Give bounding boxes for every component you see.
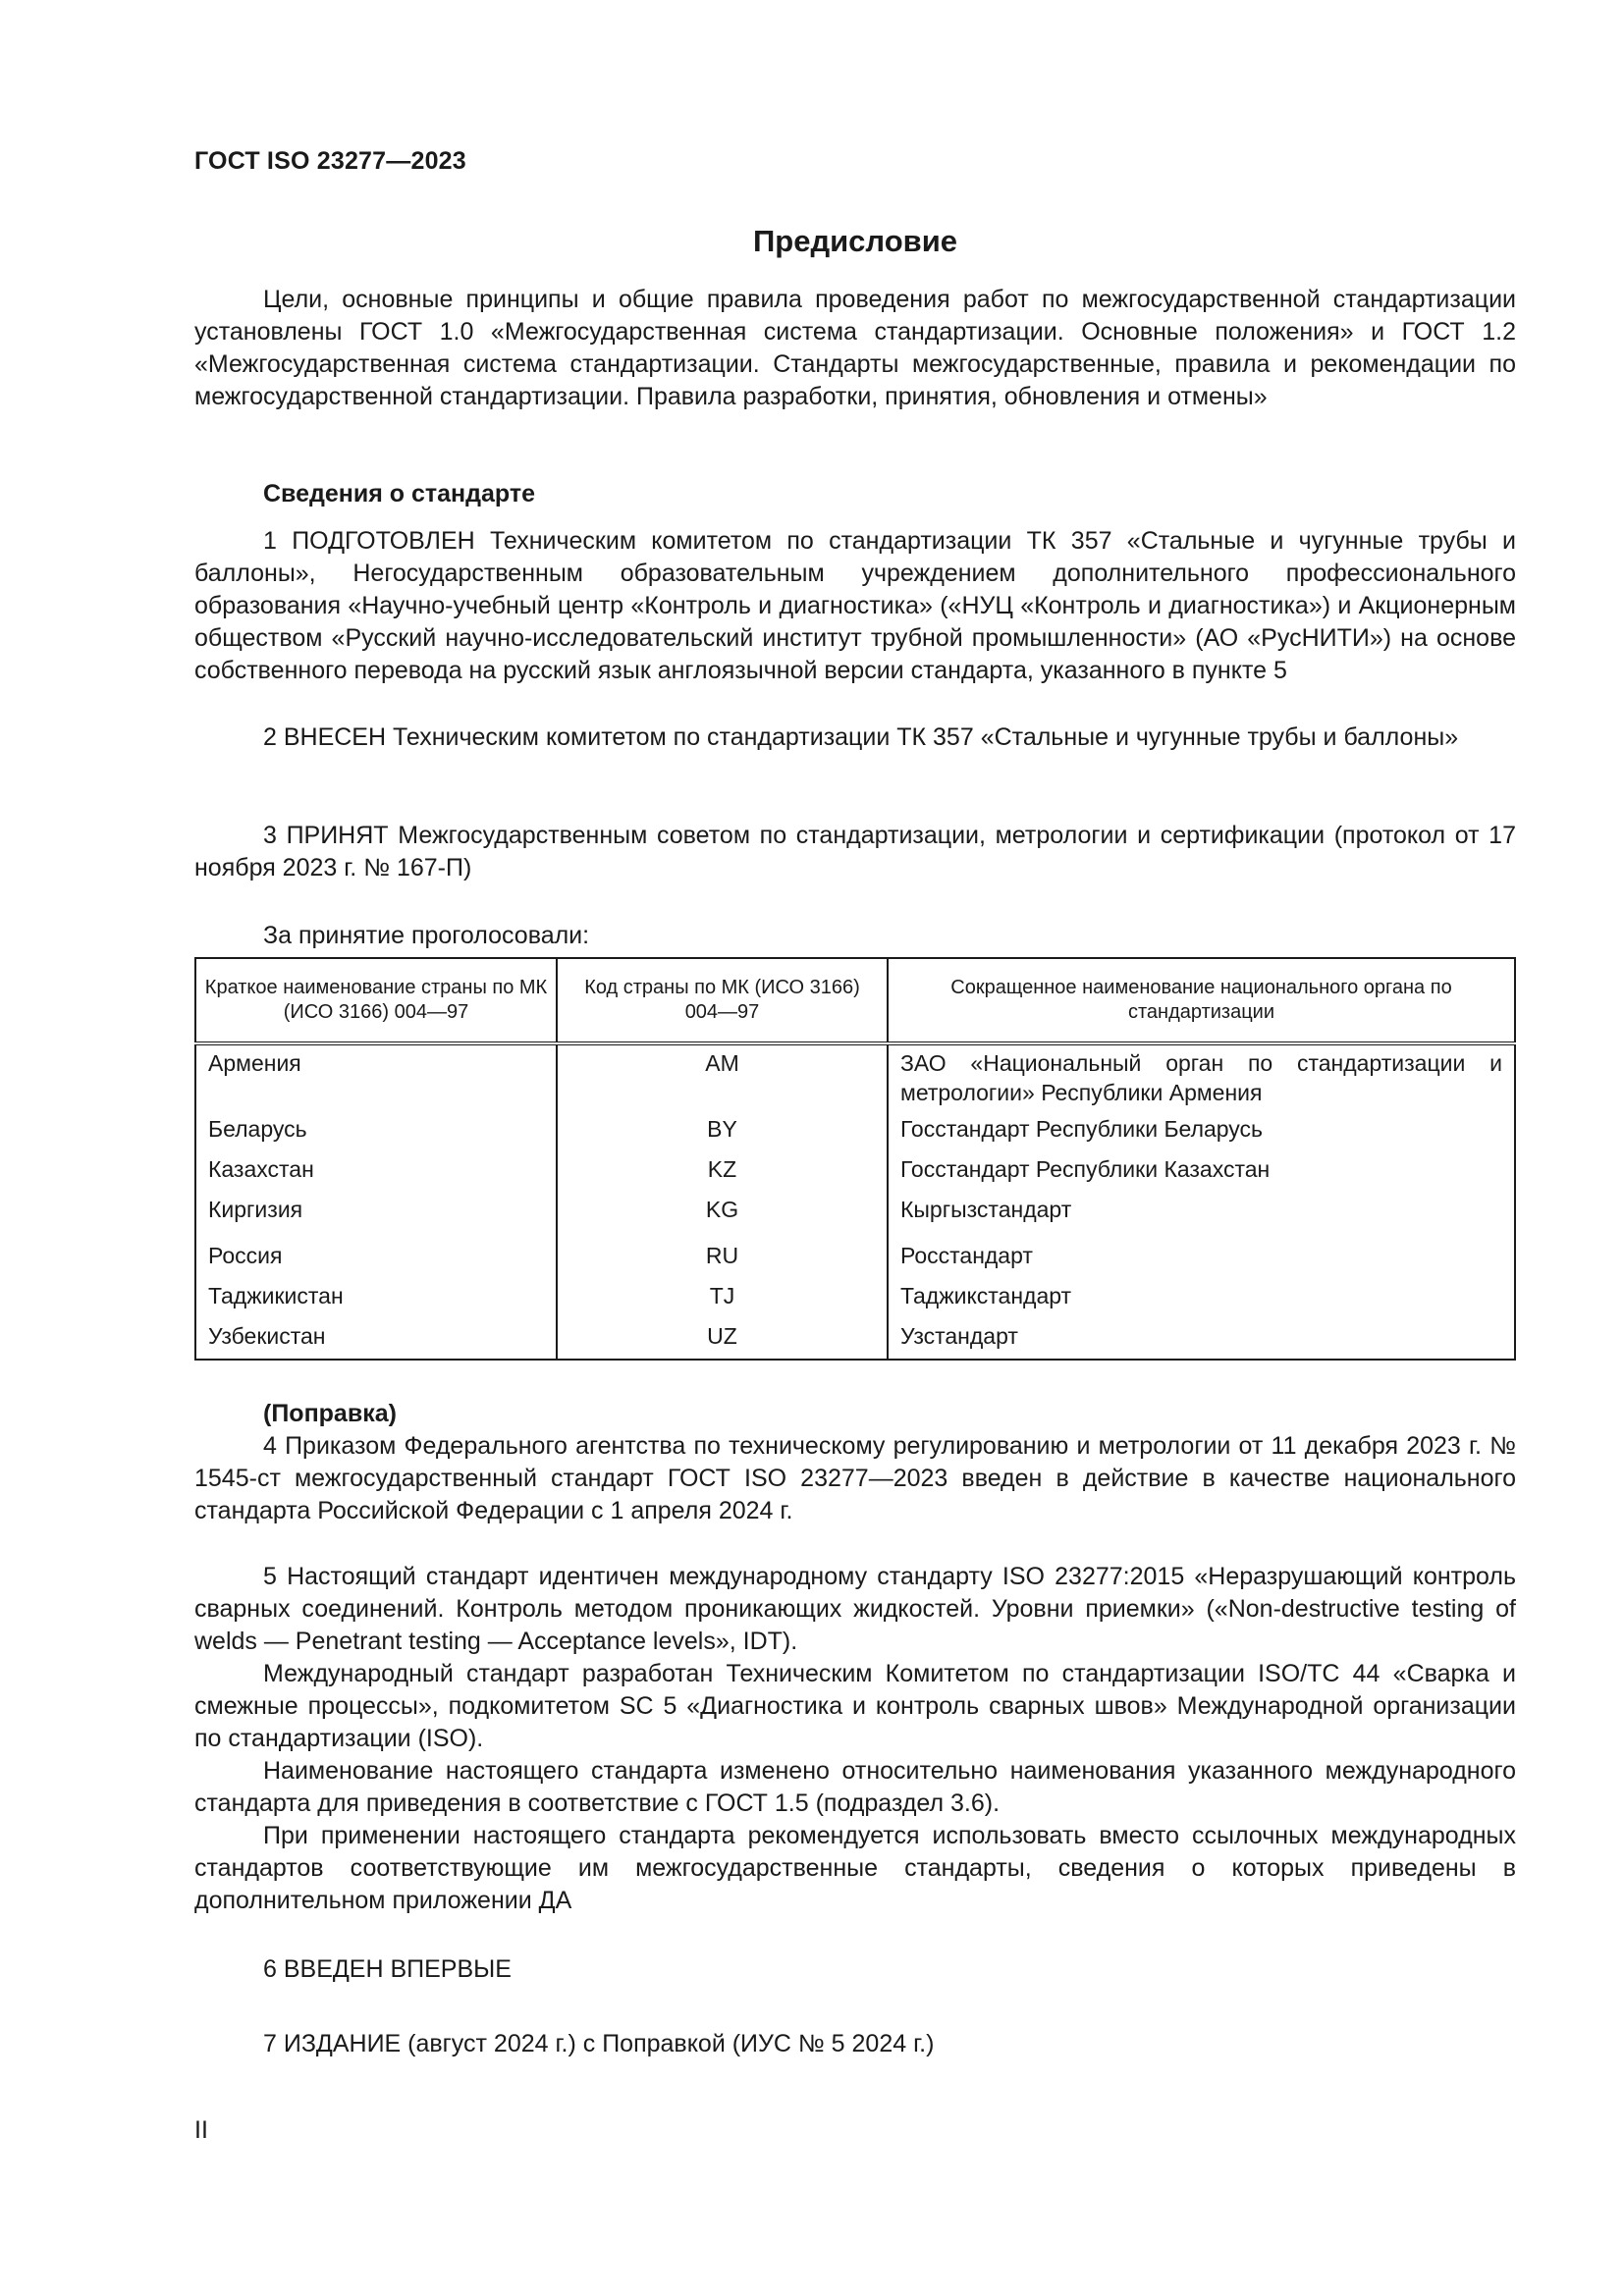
- table-row: [195, 1043, 1515, 1114]
- country-cell: Таджикистан: [195, 1281, 557, 1321]
- item-3: 3 ПРИНЯТ Межгосударственным советом по стандартизации, метрологии и сертификации (протокол от 17 ноября 2023 г. № 167-П): [194, 822, 1516, 881]
- document-page: [194, 0, 1516, 2296]
- org-cell: Узстандарт: [888, 1321, 1515, 1360]
- item-1-block: [194, 525, 1516, 687]
- section-heading-block: [194, 478, 1516, 510]
- item-5-paragraph-3: Наименование настоящего стандарта изменено относительно наименования указанного международного стандарта для приведения в соответствие с ГОСТ 1.5 (подраздел 3.6).: [194, 1757, 1516, 1817]
- item-4: 4 Приказом Федерального агентства по техническому регулированию и метрологии от 11 декабря 2023 г. № 1545-ст межгосударственный стандарт ГОСТ ISO 23277—2023 введен в действие в качестве национального стандарта Российской Федерации с 1 апреля 2024 г.: [194, 1432, 1516, 1524]
- item-5-paragraph-1: 5 Настоящий стандарт идентичен международному стандарту ISO 23277:2015 «Неразрушающий контроль сварных соединений. Контроль методом проникающих жидкостей. Уровни приемки» («Non-destructive testing of welds — Penetrant testing — Acceptance levels», IDT).: [194, 1563, 1516, 1655]
- page-title: Предисловие: [752, 224, 957, 258]
- table-row: [195, 1114, 1515, 1154]
- org-cell: Госстандарт Республики Беларусь: [888, 1114, 1515, 1154]
- country-cell: Казахстан: [195, 1154, 557, 1195]
- table-row: [195, 1321, 1515, 1360]
- org-cell: Росстандарт: [888, 1241, 1515, 1281]
- country-cell: Армения: [195, 1043, 557, 1114]
- table-row: [195, 1154, 1515, 1195]
- code-cell: RU: [557, 1241, 888, 1281]
- item-2-block: [194, 721, 1516, 754]
- header-organization: Сокращенное наименование национального органа по стандартизации: [888, 958, 1515, 1043]
- item-5-block: [194, 1561, 1516, 1917]
- voting-table: [194, 957, 1516, 1361]
- item-7: 7 ИЗДАНИЕ (август 2024 г.) с Поправкой (ИУС № 5 2024 г.): [263, 2030, 935, 2057]
- amendment-block: [194, 1398, 1516, 1527]
- intro-block: [194, 284, 1516, 413]
- org-cell: Таджикстандарт: [888, 1281, 1515, 1321]
- section-title: Сведения о стандарте: [263, 480, 536, 507]
- item-5-paragraph-2: Международный стандарт разработан Техническим Комитетом по стандартизации ISO/TC 44 «Сварка и смежные процессы», подкомитетом SC 5 «Диагностика и контроль сварных швов» Международной организации по стандартизации (ISO).: [194, 1660, 1516, 1752]
- code-cell: AM: [557, 1043, 888, 1114]
- table-row: [195, 1195, 1515, 1241]
- code-cell: KG: [557, 1195, 888, 1241]
- item-6-block: [194, 1953, 1516, 1986]
- header-country: Краткое наименование страны по МК (ИСО 3166) 004—97: [195, 958, 557, 1043]
- org-cell: Кыргызстандарт: [888, 1195, 1515, 1241]
- country-cell: Россия: [195, 1241, 557, 1281]
- table-row: [195, 1241, 1515, 1281]
- country-cell: Узбекистан: [195, 1321, 557, 1360]
- country-cell: Киргизия: [195, 1195, 557, 1241]
- table-header-row: [195, 958, 1515, 1043]
- page-number: II: [194, 2116, 208, 2144]
- code-cell: KZ: [557, 1154, 888, 1195]
- table-row: [195, 1281, 1515, 1321]
- org-cell: Госстандарт Республики Казахстан: [888, 1154, 1515, 1195]
- country-cell: Беларусь: [195, 1114, 557, 1154]
- code-cell: UZ: [557, 1321, 888, 1360]
- vote-intro-block: [194, 920, 1516, 952]
- code-cell: BY: [557, 1114, 888, 1154]
- item-6: 6 ВВЕДЕН ВПЕРВЫЕ: [263, 1955, 512, 1983]
- vote-intro: За принятие проголосовали:: [263, 922, 590, 949]
- header-code: Код страны по МК (ИСО 3166) 004—97: [557, 958, 888, 1043]
- item-2: 2 ВНЕСЕН Техническим комитетом по стандартизации ТК 357 «Стальные и чугунные трубы и баллоны»: [263, 723, 1459, 751]
- intro-paragraph: Цели, основные принципы и общие правила проведения работ по межгосударственной стандартизации установлены ГОСТ 1.0 «Межгосударственная система стандартизации. Основные положения» и ГОСТ 1.2 «Межгосударственная система стандартизации. Стандарты межгосударственные, правила и рекомендации по межгосударственной стандартизации. Правила разработки, принятия, обновления и отмены»: [194, 286, 1516, 410]
- item-7-block: [194, 2028, 1516, 2060]
- code-cell: TJ: [557, 1281, 888, 1321]
- document-header: ГОСТ ISO 23277—2023: [194, 147, 466, 175]
- org-cell: ЗАО «Национальный орган по стандартизации и метрологии» Республики Армения: [888, 1043, 1515, 1114]
- item-1: 1 ПОДГОТОВЛЕН Техническим комитетом по стандартизации ТК 357 «Стальные и чугунные трубы и баллоны», Негосударственным образовательным учреждением дополнительного профессионального образования «Научно-учебный центр «Контроль и диагностика» («НУЦ «Контроль и диагностика») и Акционерным обществом «Русский научно-исследовательский институт трубной промышленности» (АО «РусНИТИ») на основе собственного перевода на русский язык англоязычной версии стандарта, указанного в пункте 5: [194, 527, 1516, 684]
- item-3-block: [194, 820, 1516, 884]
- amendment-label: (Поправка): [263, 1400, 397, 1427]
- item-5-paragraph-4: При применении настоящего стандарта рекомендуется использовать вместо ссылочных международных стандартов соответствующие им межгосударственные стандарты, сведения о которых приведены в дополнительном приложении ДА: [194, 1822, 1516, 1914]
